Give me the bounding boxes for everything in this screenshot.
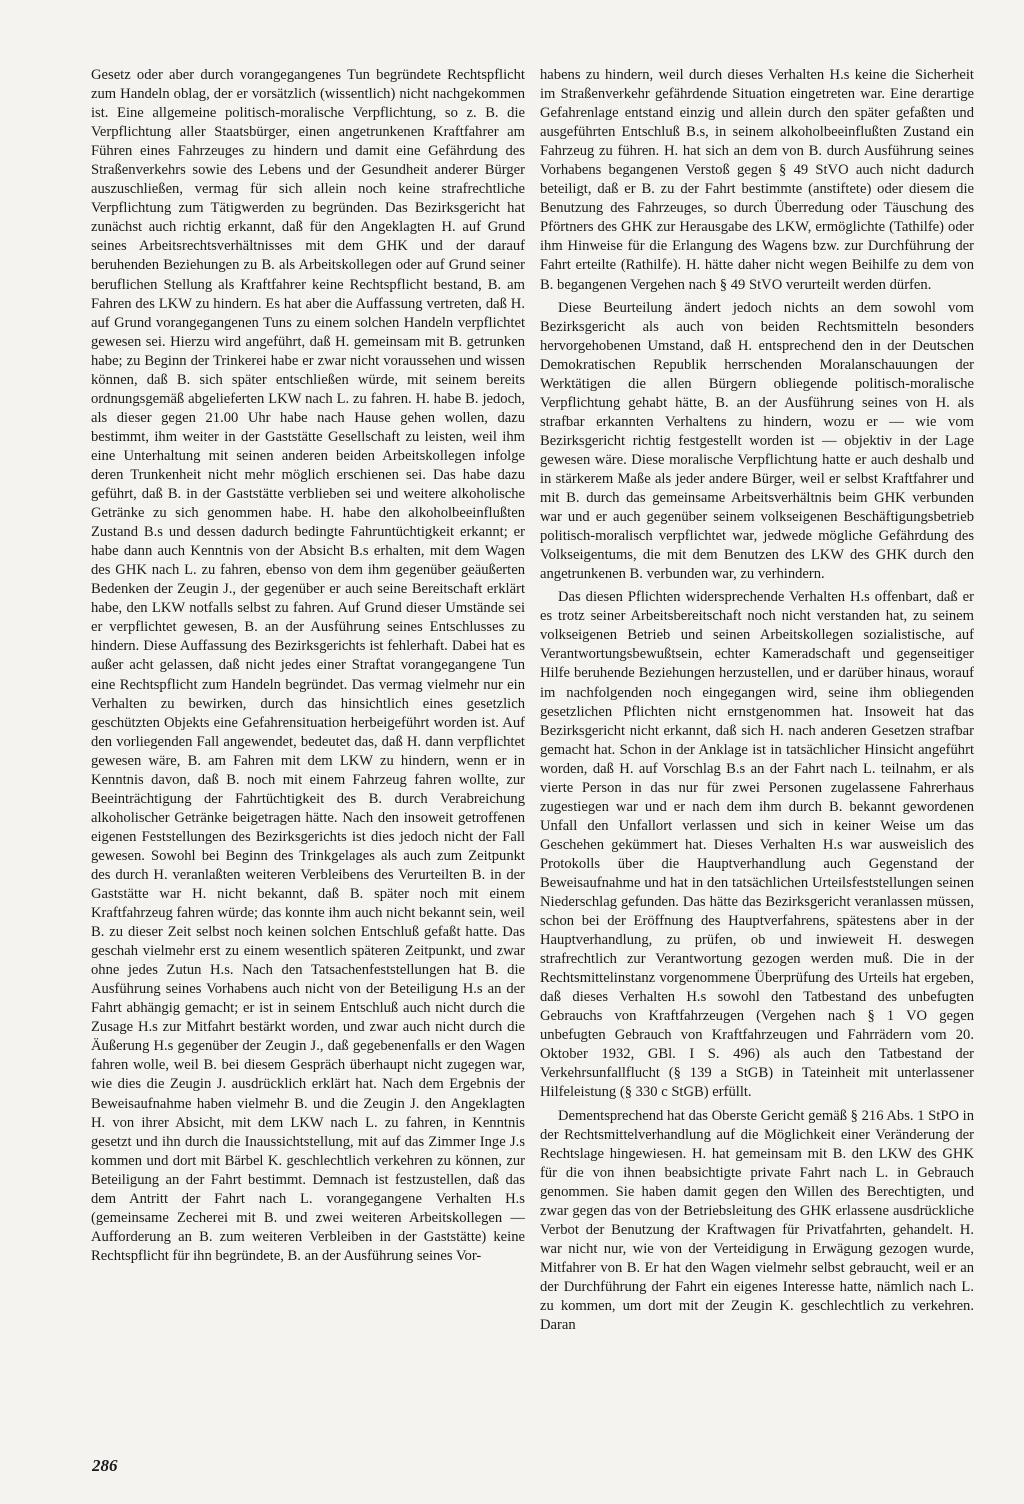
left-column [91,66,525,1266]
paragraph: Dementsprechend hat das Oberste Gericht gemäß § 216 Abs. 1 StPO in der Rechtsmittelverhandlung auf die Möglichkeit einer Veränderung der Rechtslage hingewiesen. H. hat gemeinsam mit B. den LKW des GHK für die von ihnen beabsichtigte private Fahrt nach L. in Gebrauch genommen. Sie haben damit gegen den Willen des Berechtigten, und zwar gegen das von der Betriebsleitung des GHK erlassene ausdrückliche Verbot der Benutzung der Kraftwagen für Privatfahrten, gehandelt. H. war nicht nur, wie von der Verteidigung in Erwägung gezogen wurde, Mitfahrer von B. Er hat den Wagen vielmehr selbst gebraucht, weil er an der Durchführung der Fahrt ein eigenes Interesse hatte, nämlich nach L. zu kommen, um dort mit der Zeugin K. geschlechtlich zu verkehren. Daran [540,1107,974,1334]
paragraph: Das diesen Pflichten widersprechende Verhalten H.s offenbart, daß er es trotz seiner Arbeitsbereitschaft noch nicht verstanden hat, zu seinem volkseigenen Betrieb und seinen Arbeitskollegen sozialistische, auf Verantwortungsbewußtsein, echter Kameradschaft und gegenseitiger Hilfe beruhende Beziehungen herzustellen, und er darüber hinaus, worauf im nachfolgenden noch eingegangen wird, seine ihm obliegenden gesetzlichen Pflichten nicht ernstgenommen hat. Insoweit hat das Bezirksgericht nicht erkannt, daß sich H. nach anderen Gesetzen strafbar gemacht hat. Schon in der Anklage ist in tatsächlicher Hinsicht angeführt worden, daß H. auf Vorschlag B.s an der Fahrt nach L. teilnahm, er als vierte Person in das nur für zwei Personen zugelassene Fahrerhaus zugestiegen war und er nach dem ihm durch B. bekannt gewordenen Unfall den Unfallort verlassen und sich in keiner Weise um das Geschehen gekümmert hat. Dieses Verhalten H.s war ausweislich des Protokolls über die Hauptverhandlung auch Gegenstand der Beweisaufnahme und hat in den tatsächlichen Urteilsfeststellungen seinen Niederschlag gefunden. Das hätte das Bezirksgericht veranlassen müssen, schon bei der Eröffnung des Hauptverfahrens, spätestens aber in der Hauptverhandlung, zu prüfen, ob und inwieweit H. deswegen strafrechtlich zur Verantwortung gezogen werden muß. Die in der Rechtsmittelinstanz vorgenommene Überprüfung des Urteils hat ergeben, daß dieses Verhalten H.s sowohl den Tatbestand des unbefugten Gebrauchs von Kraftfahrzeugen (Vergehen nach § 1 VO gegen unbefugten Gebrauch von Kraftfahrzeugen und Fahrrädern vom 20. Oktober 1932, GBl. I S. 496) als auch den Tatbestand der Verkehrsunfallflucht (§ 139 a StGB) in Tateinheit mit unterlassener Hilfeleistung (§ 330 c StGB) erfüllt. [540,589,974,1101]
paragraph: habens zu hindern, weil durch dieses Verhalten H.s keine die Sicherheit im Straßenverkehr gefährdende Situation eingetreten war. Eine derartige Gefahrenlage entstand einzig und allein durch den später gefaßten und ausgeführten Entschluß B.s, in seinem alkoholbeeinflußten Zustand ein Fahrzeug zu führen. H. hat sich an dem von B. durch Ausführung seines Vorhabens begangenen Verstoß gegen § 49 StVO auch nicht dadurch beteiligt, daß er B. zu der Fahrt bestimmte (anstiftete) oder diesem die Benutzung des Fahrzeuges, so durch Überredung oder Täuschung des Pförtners des GHK zur Herausgabe des LKW, ermöglichte (Tathilfe) oder ihm Hinweise für die Erlangung des Wagens bzw. zur Durchführung der Fahrt erteilte (Rathilfe). H. hätte daher nicht wegen Beihilfe zu dem von B. begangenen Vergehen nach § 49 StVO verurteilt werden dürfen. [540,67,974,293]
paragraph: Gesetz oder aber durch vorangegangenes Tun begründete Rechtspflicht zum Handeln oblag, der er vorsätzlich (wissentlich) nicht nachgekommen ist. Eine allgemeine politisch-moralische Verpflichtung, so z. B. die Verpflichtung aller Staatsbürger, einen angetrunkenen Kraftfahrer am Führen eines Fahrzeuges zu hindern und damit eine Gefährdung des Straßenverkehrs sowie des Lebens und der Gesundheit anderer Bürger auszuschließen, vermag für sich allein noch keine strafrechtliche Verpflichtung zum Tätigwerden zu begründen. Das Bezirksgericht hat zunächst auch richtig erkannt, daß für den Angeklagten H. auf Grund seines Arbeitsrechtsverhältnisses mit dem GHK und der darauf beruhenden Beziehungen zu B. als Arbeitskollegen oder auf Grund seiner beruflichen Stellung als Kraftfahrer keine Rechtspflicht bestand, B. am Fahren des LKW zu hindern. Es hat aber die Auffassung vertreten, daß H. auf Grund vorangegangenen Tuns zu einem solchen Handeln verpflichtet gewesen sei. Hierzu wird angeführt, daß H. gemeinsam mit B. getrunken habe; zu Beginn der Trinkerei habe er zwar nicht voraussehen und wissen können, daß B. sich später entschließen würde, mit seinem bereits ordnungsgemäß abgelieferten LKW nach L. zu fahren. H. habe B. jedoch, als dieser gegen 21.00 Uhr habe nach Hause gehen wollen, dazu bestimmt, ihm weiter in der Gaststätte Gesellschaft zu leisten, weil ihm eine Unterhaltung mit seinen anderen beiden Arbeitskollegen infolge deren Trunkenheit nicht mehr möglich erschienen sei. Das habe dazu geführt, daß B. in der Gaststätte verblieben sei und weitere alkoholische Getränke zu sich genommen habe. H. habe den alkoholbeeinflußten Zustand B.s und dessen dadurch bedingte Fahruntüchtigkeit erkannt; er habe dann auch Kenntnis von der Absicht B.s erhalten, mit dem Wagen des GHK nach L. zu fahren, ebenso von dem ihm gegenüber geäußerten Bedenken der Zeugin J., der gegenüber er auch seine Bereitschaft erklärt habe, den LKW notfalls selbst zu fahren. Auf Grund dieser Umstände sei er verpflichtet gewesen, B. an der Ausführung seines Entschlusses zu hindern. Diese Auffassung des Bezirksgerichts ist fehlerhaft. Dabei hat es außer acht gelassen, daß nicht jedes einer Straftat vorangegangene Tun eine Rechtspflicht zum Handeln begründet. Das vermag vielmehr nur ein Verhalten zu bewirken, durch das hinsichtlich eines gesetzlich geschützten Objekts eine Gefahrensituation herbeigeführt worden ist. Auf den vorliegenden Fall angewendet, bedeutet das, daß H. dann verpflichtet gewesen wäre, B. am Fahren mit dem LKW zu hindern, wenn er in Kenntnis davon, daß B. noch mit einem Fahrzeug fahren wollte, zur Beeinträchtigung der Fahrtüchtigkeit des B. durch Verabreichung alkoholischer Getränke beigetragen hätte. Nach den insoweit getroffenen eigenen Feststellungen des Bezirksgerichts ist dies jedoch nicht der Fall gewesen. Sowohl bei Beginn des Trinkgelages als auch zum Zeitpunkt des durch H. veranlaßten weiteren Verbleibens des Verurteilten B. in der Gaststätte war H. nicht bekannt, daß B. später noch mit einem Kraftfahrzeug fahren würde; das konnte ihm auch nicht bekannt sein, weil B. zu dieser Zeit selbst noch keinen solchen Entschluß gefaßt hatte. Das geschah vielmehr erst zu einem wesentlich späteren Zeitpunkt, und zwar ohne jedes Zutun H.s. Nach den Tatsachenfeststellungen hat B. die Ausführung seines Vorhabens auch nicht von der Beteiligung H.s an der Fahrt abhängig gemacht; er ist in seinem Entschluß auch nicht durch die Zusage H.s zur Mitfahrt bestärkt worden, und zwar auch nicht durch die Äußerung H.s gegenüber der Zeugin J., daß gegebenenfalls er den Wagen fahren wolle, weil B. bei diesem Gespräch überhaupt nicht zugegen war, wie dies die Zeugin J. ausdrücklich erklärt hat. Nach dem Ergebnis der Beweisaufnahme haben vielmehr B. und die Zeugin J. den Angeklagten H. von ihrer Absicht, mit dem LKW nach L. zu fahren, in Kenntnis gesetzt und ihn durch die Inaussichtstellung, mit auf das Zimmer Inge J.s kommen und dort mit Bärbel K. geschlechtlich verkehren zu können, zur Beteiligung an der Fahrt bestimmt. Demnach ist festzustellen, daß das dem Antritt der Fahrt nach L. vorangegangene Verhalten H.s (gemeinsame Zecherei mit B. und zwei weiteren Arbeitskollegen — Aufforderung an B. zum weiteren Verbleiben in der Gaststätte) keine Rechtspflicht für ihn begründete, B. an der Ausführung seines Vor- [91,67,525,1264]
page-number: 286 [92,1456,118,1475]
paragraph: Diese Beurteilung ändert jedoch nichts an dem sowohl vom Bezirksgericht als auch von beiden Rechtsmitteln besonders hervorgehobenen Umstand, daß H. entsprechend den in der Deutschen Demokratischen Republik herrschenden Moralanschauungen der Werktätigen die allen Bürgern obliegende politisch-moralische Verpflichtung gehabt hätte, B. an der Ausführung seines von H. als strafbar erkannten Verhaltens zu hindern, wozu er — wie vom Bezirksgericht richtig festgestellt worden ist — objektiv in der Lage gewesen wäre. Diese moralische Verpflichtung hatte er auch deshalb und in stärkerem Maße als jeder andere Bürger, weil er selbst Kraftfahrer und mit B. durch das gemeinsame Arbeitsverhältnis beim GHK verbunden war und er auch gegenüber seinem volkseigenen Beschäftigungsbetrieb politisch-moralisch verpflichtet war, jedwede mögliche Gefährdung des Volkseigentums, die mit dem Benutzen des LKW des GHK durch den angetrunkenen B. verbunden war, zu verhindern. [540,299,974,583]
right-column [540,66,974,1335]
